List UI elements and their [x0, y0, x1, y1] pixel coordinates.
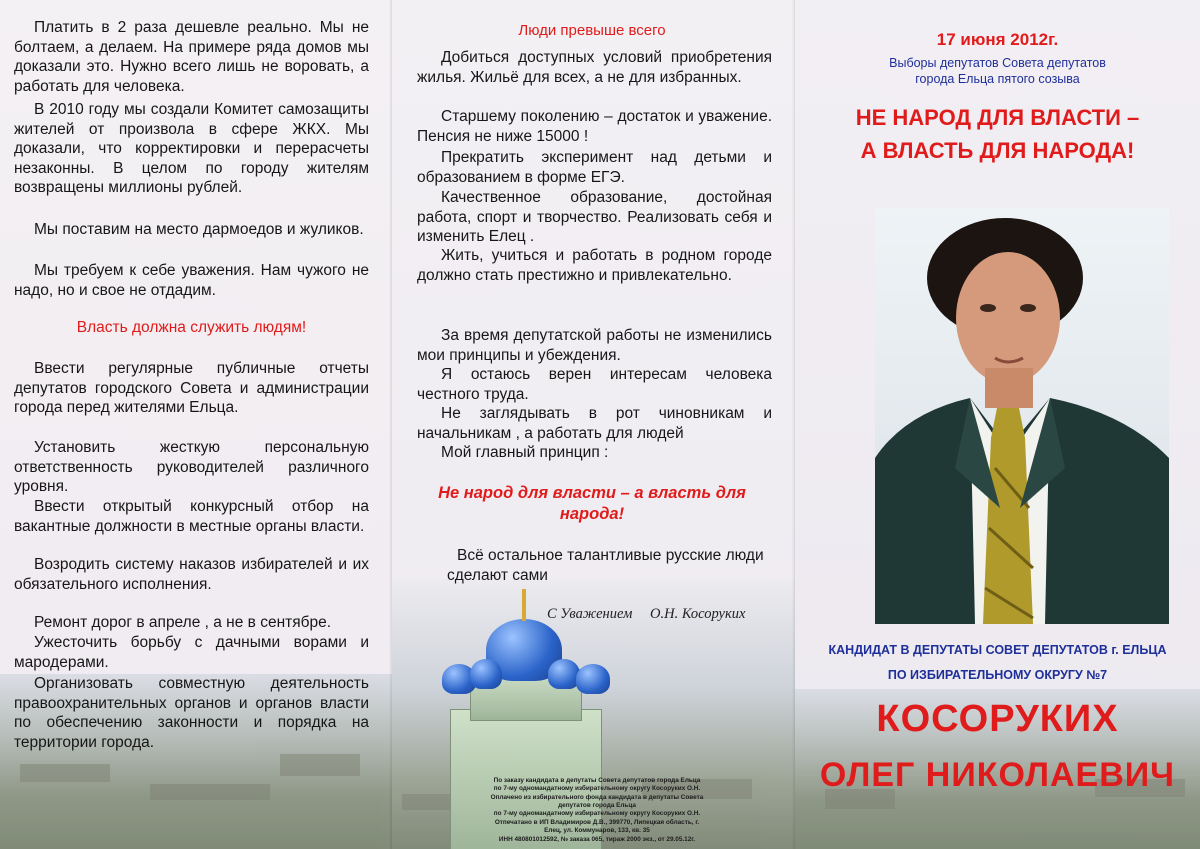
middle-panel: [392, 0, 795, 849]
middle-paragraph: Мой главный принцип :: [441, 444, 609, 461]
middle-paragraph: Добиться доступных условий приобретения жилья. Жильё для всех, а не для избранных.: [417, 49, 772, 86]
left-paragraph: Мы поставим на место дармоедов и жуликов.: [34, 221, 364, 238]
middle-slogan: Не народ для власти – а власть для народа!: [438, 484, 746, 523]
middle-heading: Люди превыше всего: [518, 22, 666, 39]
print-info-line: ИНН 480801012592, № заказа 065, тираж 2000 экз., от 29.05.12г.: [498, 835, 696, 843]
candidate-name: ОЛЕГ НИКОЛАЕВИЧ: [819, 756, 1176, 794]
middle-paragraph: За время депутатской работы не изменились мои принципы и убеждения.: [417, 327, 772, 364]
candidate-surname: КОСОРУКИХ: [876, 698, 1119, 740]
election-date: 17 июня 2012г.: [936, 30, 1059, 49]
left-list-item: Организовать совместную деятельность правоохранительных органов и органов власти по обеспечению законности и порядка на территории города.: [14, 675, 369, 751]
candidate-photo: [875, 208, 1169, 624]
print-info-line: по 7-му одномандатному избирательному округу Косоруких О.Н.: [493, 785, 701, 793]
middle-paragraph: Не заглядывать в рот чиновникам и начальникам , а работать для людей: [417, 405, 772, 442]
election-subtitle-line2: города Ельца пятого созыва: [915, 72, 1080, 86]
left-paragraph: Платить в 2 раза дешевле реально. Мы не болтаем, а делаем. На примере ряда домов мы доказали это. Нужно всего лишь не воровать, а работать для человека.: [14, 19, 369, 95]
left-heading: Власть должна служить людям!: [76, 319, 307, 336]
signature-prefix: С Уважением: [547, 606, 633, 622]
left-paragraph: В 2010 году мы создали Комитет самозащиты жителей от произвола в сфере ЖКХ. Мы доказали, что корректировки и перерасчеты незаконны. В целом по городу жителям возвращены миллионы рублей.: [14, 101, 369, 196]
middle-paragraph: Прекратить эксперимент над детьми и образованием в форме ЕГЭ.: [417, 149, 772, 186]
left-list-item: Ремонт дорог в апреле , а не в сентябре.: [34, 614, 332, 631]
print-info-line: по 7-му одномандатному избирательному округу Косоруких О.Н.: [493, 810, 701, 818]
slogan-line1: НЕ НАРОД ДЛЯ ВЛАСТИ –: [855, 105, 1140, 130]
print-info-line: Отпечатано в ИП Владимиров Д.В., 399770, Липецкая область, г. Елец, ул. Коммунаров, 133, кв. 35: [494, 818, 700, 835]
print-info: [487, 777, 707, 844]
election-subtitle-line1: Выборы депутатов Совета депутатов: [889, 56, 1106, 70]
left-paragraph: Мы требуем к себе уважения. Нам чужого не надо, но и свое не отдадим.: [14, 262, 369, 299]
middle-paragraph: Качественное образование, достойная работа, спорт и творчество. Реализовать себя и изменить Елец .: [417, 189, 772, 245]
middle-closing: Всё остальное талантливые русские люди сделают сами: [447, 547, 764, 584]
left-list-item: Возродить систему наказов избирателей и их обязательного исполнения.: [14, 556, 369, 593]
left-list-item: Ввести открытый конкурсный отбор на вакантные должности в местные органы власти.: [14, 498, 369, 535]
left-list-item: Ввести регулярные публичные отчеты депутатов городского Совета и администрации города перед жителями Ельца.: [14, 360, 369, 416]
middle-paragraph: Я остаюсь верен интересам человека честного труда.: [417, 366, 772, 403]
left-list-item: Ужесточить борьбу с дачными ворами и мародерами.: [14, 634, 369, 671]
signature-name: О.Н. Косоруких: [650, 606, 746, 622]
print-info-line: Оплачено из избирательного фонда кандидата в депутаты Совета депутатов города Ельца: [490, 793, 704, 809]
candidate-portrait-image: [875, 208, 1169, 624]
left-panel: [0, 0, 392, 849]
middle-paragraph: Старшему поколению – достаток и уважение. Пенсия не ниже 15000 !: [417, 108, 772, 145]
slogan-line2: А ВЛАСТЬ ДЛЯ НАРОДА!: [860, 138, 1135, 163]
candidate-line1: КАНДИДАТ В ДЕПУТАТЫ СОВЕТ ДЕПУТАТОВ г. ЕЛЬЦА: [828, 643, 1167, 657]
right-panel: [795, 0, 1200, 849]
print-info-line: По заказу кандидата в депутаты Совета депутатов города Ельца: [493, 776, 701, 784]
middle-paragraph: Жить, учиться и работать в родном городе должно стать престижно и привлекательно.: [417, 247, 772, 284]
left-list-item: Установить жесткую персональную ответственность руководителей различного уровня.: [14, 439, 369, 495]
candidate-line2: ПО ИЗБИРАТЕЛЬНОМУ ОКРУГУ №7: [887, 668, 1108, 682]
